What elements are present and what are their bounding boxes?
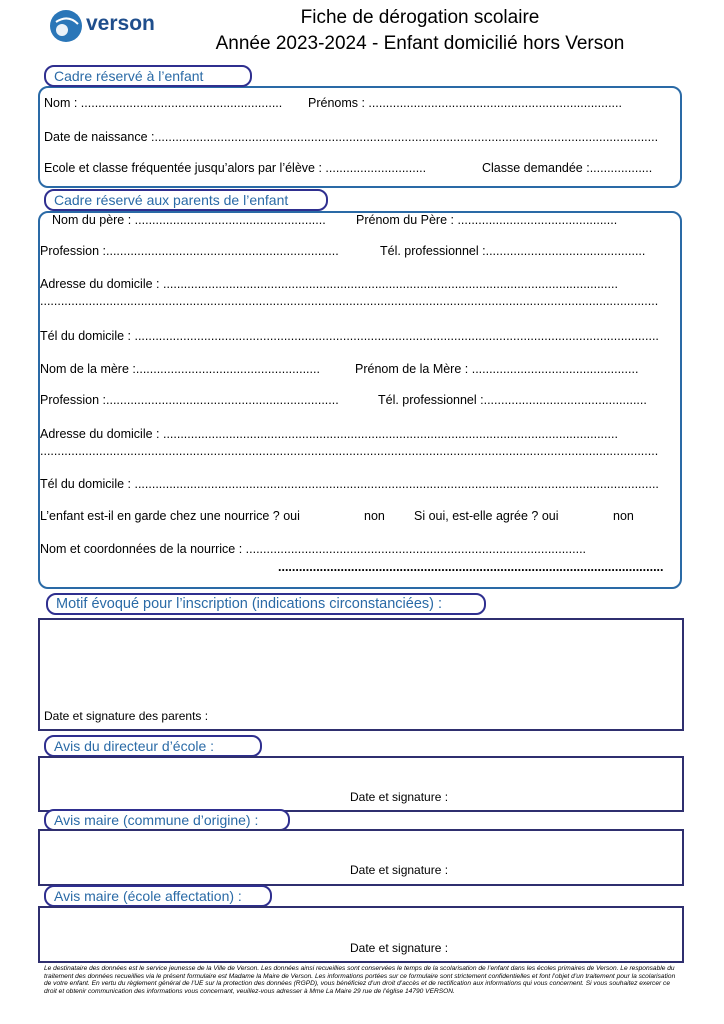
document-subtitle: Année 2023-2024 - Enfant domicilié hors Verson <box>215 33 625 54</box>
document-title: Fiche de dérogation scolaire <box>300 7 540 28</box>
agree-question: Si oui, est-elle agrée ? oui <box>414 509 559 523</box>
nourrice-non-option[interactable]: non <box>364 509 385 523</box>
field-adresse-pere[interactable]: Adresse du domicile : ................................................................................................................................... <box>40 277 618 291</box>
logo-mark-icon <box>50 10 82 42</box>
field-adresse-mere[interactable]: Adresse du domicile : ................................................................................................................................... <box>40 427 618 441</box>
field-nourrice-suite[interactable]: ............................................................................................................... <box>278 560 664 574</box>
maire-origine-text-area[interactable] <box>38 829 684 886</box>
directeur-signature-label: Date et signature : <box>350 790 449 804</box>
field-ecole[interactable]: Ecole et classe fréquentée jusqu’alors par l’élève : ............................. <box>44 161 427 175</box>
maire-affectation-signature-label: Date et signature : <box>350 941 449 955</box>
maire-origine-section-title: Avis maire (commune d’origine) : <box>44 809 290 831</box>
child-section-title: Cadre réservé à l’enfant <box>44 65 252 87</box>
field-tel-domicile-mere[interactable]: Tél du domicile : ....................................................................................................................................................... <box>40 477 659 491</box>
field-tel-domicile-pere[interactable]: Tél du domicile : ....................................................................................................................................................... <box>40 329 659 343</box>
directeur-section-title: Avis du directeur d’école : <box>44 735 262 757</box>
motif-signature-label: Date et signature des parents : <box>44 709 209 723</box>
motif-section-title: Motif évoqué pour l’inscription (indications circonstanciées) : <box>46 593 486 615</box>
verson-logo <box>50 10 160 46</box>
field-nom[interactable]: Nom : .......................................................... <box>44 96 283 110</box>
field-tel-pro-pere[interactable]: Tél. professionnel :.............................................. <box>380 244 646 258</box>
logo-text: verson <box>86 12 155 35</box>
field-prenom-pere[interactable]: Prénom du Père : .............................................. <box>356 213 618 227</box>
maire-origine-signature-label: Date et signature : <box>350 863 449 877</box>
field-tel-pro-mere[interactable]: Tél. professionnel :............................................... <box>378 393 647 407</box>
rgpd-footer-text: Le destinataire des données est le service jeunesse de la Ville de Verson. Les données ainsi recueillies sont conservées le temps de la scolarisation de l’enfant dans les écoles primaires de Verson. Le responsable du traitement des données recueillies via le présent formulaire est Madame la Maire de Verson. Les informations portées sur ce formulaire sont strictement confidentielles et font l’objet d’un traitement pour la scolarisation de votre enfant. En vertu du règlement général de l’UE sur la protection des données (RGPD), vous bénéficiez d’un droit d’accès et de rectification aux informations qui vous concernent. Si vous souhaitez exercer ce droit et obtenir communication des informations vous concernant, veuillez-vous adresser à Mme La Maire 29 rue de l’église 14790 VERSON. <box>44 965 676 995</box>
parents-section-title: Cadre réservé aux parents de l’enfant <box>44 189 328 211</box>
field-classe-demandee[interactable]: Classe demandée :.................. <box>482 161 653 175</box>
maire-affectation-section-title: Avis maire (école affectation) : <box>44 885 272 907</box>
field-date-naissance[interactable]: Date de naissance :................................................................................................................................................. <box>44 130 659 144</box>
field-nom-pere[interactable]: Nom du père : ....................................................... <box>52 213 326 227</box>
field-prenom-mere[interactable]: Prénom de la Mère : ................................................ <box>355 362 639 376</box>
field-nourrice-coordonnees[interactable]: Nom et coordonnées de la nourrice : .................................................................................................. <box>40 542 587 556</box>
nourrice-question: L’enfant est-il en garde chez une nourrice ? oui <box>40 509 300 523</box>
field-prenoms[interactable]: Prénoms : ......................................................................... <box>308 96 622 110</box>
field-profession-mere[interactable]: Profession :................................................................... <box>40 393 339 407</box>
field-adresse-pere-suite[interactable]: .................................................................................................................................................................................. <box>40 294 659 308</box>
field-profession-pere[interactable]: Profession :................................................................... <box>40 244 339 258</box>
field-nom-mere[interactable]: Nom de la mère :..................................................... <box>40 362 320 376</box>
field-adresse-mere-suite[interactable]: .................................................................................................................................................................................. <box>40 444 659 458</box>
agree-non-option[interactable]: non <box>613 509 634 523</box>
